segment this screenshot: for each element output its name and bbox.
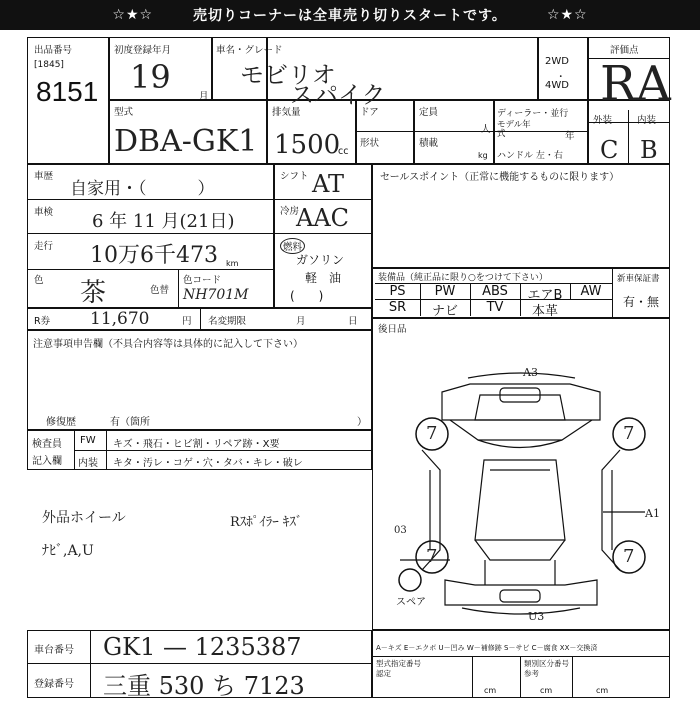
after-parts-label: 後日品 — [378, 324, 407, 335]
lot-small-number: [1845] — [34, 60, 64, 70]
fuel-diesel: 軽 油 — [305, 271, 342, 285]
repaint-label: 色替 — [150, 285, 170, 296]
sales-point-label: セールスポイント（正常に機能するものに限ります） — [380, 172, 620, 183]
banner-stars-left: ☆★☆ — [112, 7, 154, 23]
exterior-grade: C — [600, 136, 619, 164]
fuel-label: 燃料 — [280, 238, 305, 254]
exterior-label: 外装 — [593, 115, 613, 126]
color-label: 色 — [34, 275, 44, 286]
interior-items: キタ・汚レ・コゲ・穴・タバ・キレ・破レ — [113, 458, 303, 469]
displacement-unit: cc — [338, 146, 349, 157]
ac-label: 冷房 — [280, 206, 300, 217]
interior-row-label: 内装 — [78, 458, 98, 469]
repair-close: ） — [357, 417, 367, 428]
cm-unit-3: cm — [596, 686, 609, 695]
load-label: 積載 — [419, 138, 439, 149]
car-name: モビリオ — [240, 61, 336, 89]
handle-label: ハンドル 左・右 — [497, 151, 563, 161]
color-code-label: 色コード — [183, 275, 222, 286]
type-designation-label: 型式指定番号 — [376, 659, 421, 668]
fw-items: キズ・飛石・ヒビ割・リペア跡・X要 — [113, 439, 280, 450]
plate-number: 三重 530 ち 7123 — [103, 672, 305, 700]
note-spoiler: Rｽﾎﾟｲﾗｰ ｷｽﾞ — [230, 515, 303, 530]
plate-label: 登録番号 — [34, 679, 74, 690]
shift-value: AT — [312, 170, 345, 198]
notes-label: 注意事項申告欄（不具合内容等は具体的に記入して下さい） — [33, 339, 303, 350]
mileage-value: 10万6千473 — [90, 243, 218, 268]
shape-label: 形状 — [360, 138, 380, 149]
chassis-label: 車台番号 — [34, 645, 74, 656]
entry-label: 記入欄 — [32, 456, 62, 467]
banner-text: 売切りコーナーは全車売り切りスタートです。 — [193, 8, 507, 24]
shift-label: シフト — [280, 171, 309, 182]
load-unit: kg — [478, 151, 488, 160]
rating-value: RA — [600, 56, 671, 112]
mark-left: 03 — [394, 525, 407, 536]
equip-navi: ナビ — [431, 304, 458, 319]
equipment-label: 装備品（純正品に限り○をつけて下さい） — [378, 273, 548, 283]
cert-label: 認定 — [376, 669, 391, 678]
interior-grade: B — [640, 136, 658, 164]
fuel-gas: ガソリン — [296, 253, 345, 267]
fw-label: FW — [80, 435, 96, 446]
repair-value: 有（箇所 — [110, 417, 150, 428]
lot-label: 出品番号 — [34, 45, 73, 56]
category-label: 類別区分番号 — [524, 659, 569, 668]
tire-rl-value: 7 — [426, 546, 438, 567]
drive-4wd: 4WD — [545, 80, 569, 91]
spare-label: スペア — [396, 597, 426, 608]
displacement-value: 1500 — [274, 130, 341, 160]
inspection-label: 車検 — [34, 207, 54, 218]
interior-label: 内装 — [637, 115, 657, 126]
recycle-unit: 円 — [182, 316, 192, 327]
equip-airbag: エアB — [527, 288, 563, 303]
first-reg-year: 19 — [130, 58, 171, 96]
equip-tv: TV — [486, 300, 504, 315]
equip-pw: PW — [434, 284, 456, 299]
capacity-label: 定員 — [419, 107, 439, 118]
note-equipment: ﾅﾋﾞ,A,U — [42, 543, 94, 559]
model-year-label: モデル年式 — [497, 120, 531, 139]
mileage-label: 走行 — [34, 241, 54, 252]
banner-stars-right: ☆★☆ — [546, 7, 588, 23]
first-reg-month-unit: 月 — [199, 91, 209, 102]
title-change-day: 日 — [348, 316, 358, 327]
equip-aw: AW — [580, 284, 602, 299]
note-wheels: 外品ホイール — [42, 510, 126, 526]
cm-unit-1: cm — [484, 686, 497, 695]
displacement-label: 排気量 — [272, 107, 301, 118]
recycle-value: 11,670 — [90, 309, 150, 329]
title-change-month: 月 — [296, 316, 306, 327]
inspector-label: 検査員 — [32, 439, 62, 450]
ac-value: AAC — [296, 204, 350, 232]
equip-abs: ABS — [482, 284, 508, 299]
equip-sr: SR — [388, 300, 407, 315]
repair-label: 修復歴 — [46, 417, 76, 428]
chassis-number: GK1 — 1235387 — [103, 633, 302, 661]
inspection-expiry: 6 年 11 月(21日) — [92, 211, 235, 232]
history-value: 自家用・（ ） — [70, 179, 215, 199]
drive-2wd: 2WD — [545, 56, 569, 67]
fuel-other: ( ) — [290, 289, 324, 303]
equip-ps: PS — [389, 284, 406, 299]
car-name-label: 車名・グレード — [216, 45, 283, 56]
car-grade: スパイク — [290, 81, 386, 109]
equip-leather: 本革 — [531, 304, 558, 319]
dealer-label: ディーラー・並行 — [497, 109, 569, 119]
tire-rr-value: 7 — [623, 546, 635, 567]
reference-label: 参考 — [524, 669, 539, 678]
mileage-unit: km — [226, 259, 239, 268]
cm-unit-2: cm — [540, 686, 553, 695]
model-year-unit: 年 — [565, 131, 575, 142]
new-warranty-label: 新車保証書 — [617, 274, 660, 284]
tire-fr-value: 7 — [623, 423, 635, 444]
capacity-unit: 人 — [481, 124, 491, 135]
tire-fl-value: 7 — [426, 423, 438, 444]
new-warranty-value: 有・無 — [623, 295, 660, 309]
mark-rear: U3 — [528, 610, 545, 623]
mark-front: A3 — [523, 366, 538, 379]
mark-right: A1 — [645, 507, 660, 520]
door-label: ドア — [360, 107, 379, 118]
model-code: DBA-GK1 — [114, 124, 258, 159]
title-change-label: 名変期限 — [208, 316, 247, 327]
color-value: 茶 — [80, 278, 107, 308]
history-label: 車歴 — [34, 171, 54, 182]
rating-label: 評価点 — [610, 45, 639, 56]
color-code-value: NH701M — [183, 287, 249, 303]
recycle-label: R券 — [34, 316, 51, 327]
damage-code-legend: A－キズ E－エクボ U－凹み W－補修跡 S－サビ C－腐食 XX－交換済 — [376, 644, 598, 652]
model-label: 型式 — [114, 107, 134, 118]
lot-number: 8151 — [36, 76, 99, 107]
first-reg-label: 初度登録年月 — [114, 45, 172, 56]
